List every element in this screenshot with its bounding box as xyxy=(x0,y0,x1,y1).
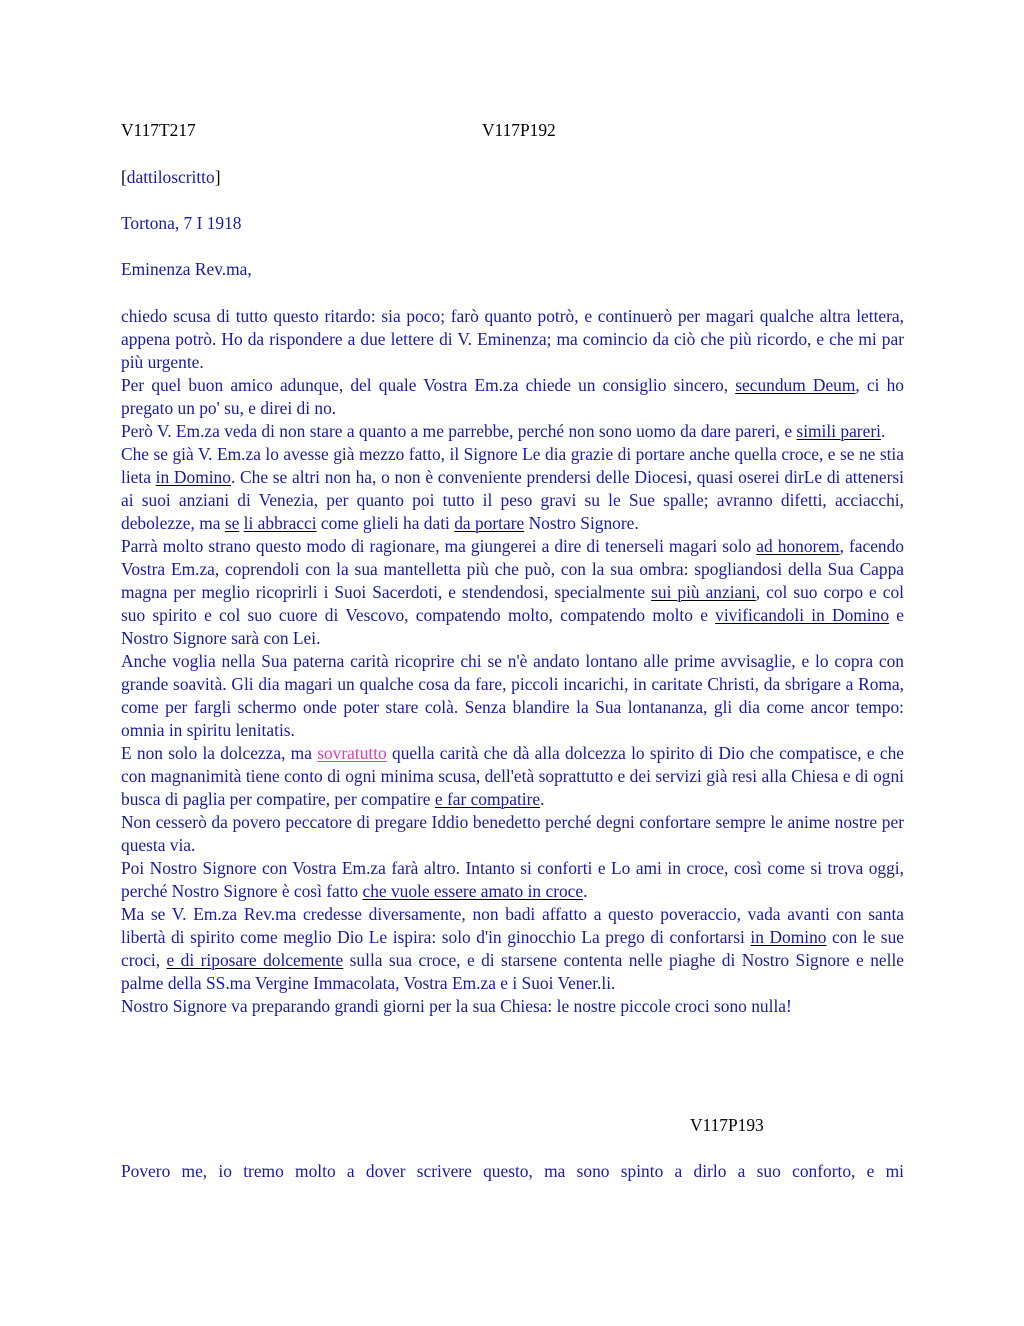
typescript-note xyxy=(121,166,904,189)
underlined-phrase: sui più anziani xyxy=(651,582,756,602)
underlined-phrase: secundum Deum xyxy=(735,375,856,395)
text-span: Parrà molto strano questo modo di ragionare, ma giungerei a dire di tenerseli magari solo xyxy=(121,536,757,556)
paragraph-6: Anche voglia nella Sua paterna carità ricoprire chi se n'è andato lontano alle prime avvisaglie, e lo copra con grande soavità. Gli dia magari un qualche cosa da fare, piccoli incarichi, in caritate Christi, da sbrigare a Roma, come per fargli schermo onde poter stare colà. Senza blandire la Sua lontananza, gli dia come ancor tempo: omnia in spiritu lenitatis. xyxy=(121,651,904,740)
text-span: E non solo la dolcezza, ma xyxy=(121,743,318,763)
text-span: Che se già V. Em.za lo avesse già mezzo fatto, il Signore Le dia grazie di portare anche quella croce, e se ne stia lieta xyxy=(121,444,904,487)
text-span: . xyxy=(880,421,886,441)
paragraph-2 xyxy=(121,374,904,420)
underlined-phrase: in Domino xyxy=(750,927,827,947)
text-span: Ma se V. Em.za Rev.ma credesse diversamente, non badi affatto a questo poveraccio, vada avanti con santa libertà di spirito come meglio Dio Le ispira: solo d'in ginocchio La prego di confortarsi xyxy=(121,904,904,947)
text-span: . Che se altri non ha, o non è conveniente prendersi delle Diocesi, quasi oserei dirLe di attenersi ai suoi anziani di Venezia, per quanto poi tutto il peso gravi su le Sue spalle; avranno difetti, acciacchi, debolezze, ma xyxy=(121,467,904,533)
letter-body xyxy=(121,305,904,1018)
underlined-phrase: da portare xyxy=(454,513,525,533)
text-span: Poi Nostro Signore con Vostra Em.za farà altro. Intanto si conforti e Lo ami in croce, così come si trova oggi, perché Nostro Signore è così fatto xyxy=(121,858,904,901)
note-text: dattiloscritto xyxy=(126,167,215,187)
underlined-phrase: ad honorem xyxy=(756,536,840,556)
text-span: con le sue croci, xyxy=(121,927,904,970)
underlined-phrase: che vuole essere amato in croce xyxy=(362,881,584,901)
text-span: , ci ho pregato un po' su, e direi di no. xyxy=(121,375,904,418)
underlined-phrase: in Domino xyxy=(155,467,231,487)
underlined-phrase: vivificandoli in Domino xyxy=(715,605,890,625)
underlined-phrase: li abbracci xyxy=(243,513,317,533)
text-span: Per quel buon amico adunque, del quale Vostra Em.za chiede un consiglio sincero, xyxy=(121,375,736,395)
paragraph-8: Non cesserò da povero peccatore di pregare Iddio benedetto perché degni confortare sempre le anime nostre per questa via. xyxy=(121,812,904,855)
paragraph-7 xyxy=(121,742,904,811)
underlined-phrase: simili pareri xyxy=(796,421,881,441)
text-span: , col suo corpo e col suo spirito e col suo cuore di Vescovo, compatendo molto, compatendo molto e xyxy=(121,582,904,625)
text-span: e Nostro Signore sarà con Lei. xyxy=(121,605,904,648)
text-span: Però V. Em.za veda di non stare a quanto a me parrebbe, perché non sono uomo da dare pareri, e xyxy=(121,421,797,441)
continuation-paragraph xyxy=(121,1160,904,1183)
text-span: come glieli ha dati xyxy=(316,513,455,533)
paragraph-9 xyxy=(121,857,904,903)
paragraph-5 xyxy=(121,535,904,650)
paragraph-3 xyxy=(121,420,904,443)
paragraph-10 xyxy=(121,903,904,995)
underlined-phrase: e di riposare dolcemente xyxy=(166,950,344,970)
text-span: quella carità che dà alla dolcezza lo spirito di Dio che compatisce, e che con magnanimità tiene conto di ogni minima scusa, dell'età soprattutto e dei servizi già resi alla Chiesa e di ogni busca di paglia per compatire, per compatire xyxy=(121,743,905,809)
underlined-phrase: e far compatire xyxy=(434,789,541,809)
page-reference-code-2: V117P193 xyxy=(690,1115,764,1135)
text-span: . xyxy=(540,789,545,809)
bracket-close: ] xyxy=(214,167,221,187)
text-span: sulla sua croce, e di starsene contenta nelle piaghe di Nostro Signore e nelle palme della SS.ma Vergine Immacolata, Vostra Em.za e i Suoi Vener.li. xyxy=(121,950,904,993)
doc-reference-code: V117T217 xyxy=(121,120,196,140)
text-span: . xyxy=(583,881,588,901)
bracket-open: [ xyxy=(121,167,127,187)
paragraph-4 xyxy=(121,443,904,535)
paragraph-1: chiedo scusa di tutto questo ritardo: sia poco; farò quanto potrò, e continuerò per magari qualche altra lettera, appena potrò. Ho da rispondere a due lettere di V. Eminenza; ma comincio da ciò che più ricordo, e che mi par più urgente. xyxy=(121,306,904,372)
text-span: , facendo Vostra Em.za, coprendoli con la sua mantelletta più che può, con la sua ombra: spogliandosi della Sua Cappa magna per meglio ricoprirli i Suoi Sacerdoti, e stendendosi, specialmente xyxy=(121,536,904,602)
underlined-phrase: se xyxy=(224,513,240,533)
paragraph-11: Nostro Signore va preparando grandi giorni per la sua Chiesa: le nostre piccole croci sono nulla! xyxy=(121,996,792,1016)
paragraph-12: Povero me, io tremo molto a dover scrivere questo, ma sono spinto a dirlo a suo conforto, e mi xyxy=(121,1161,904,1181)
salutation: Eminenza Rev.ma, xyxy=(121,259,252,279)
highlighted-word: sovratutto xyxy=(317,743,387,763)
text-span: Nostro Signore. xyxy=(524,513,639,533)
page-reference-code: V117P192 xyxy=(482,120,556,140)
place-date: Tortona, 7 I 1918 xyxy=(121,213,242,233)
